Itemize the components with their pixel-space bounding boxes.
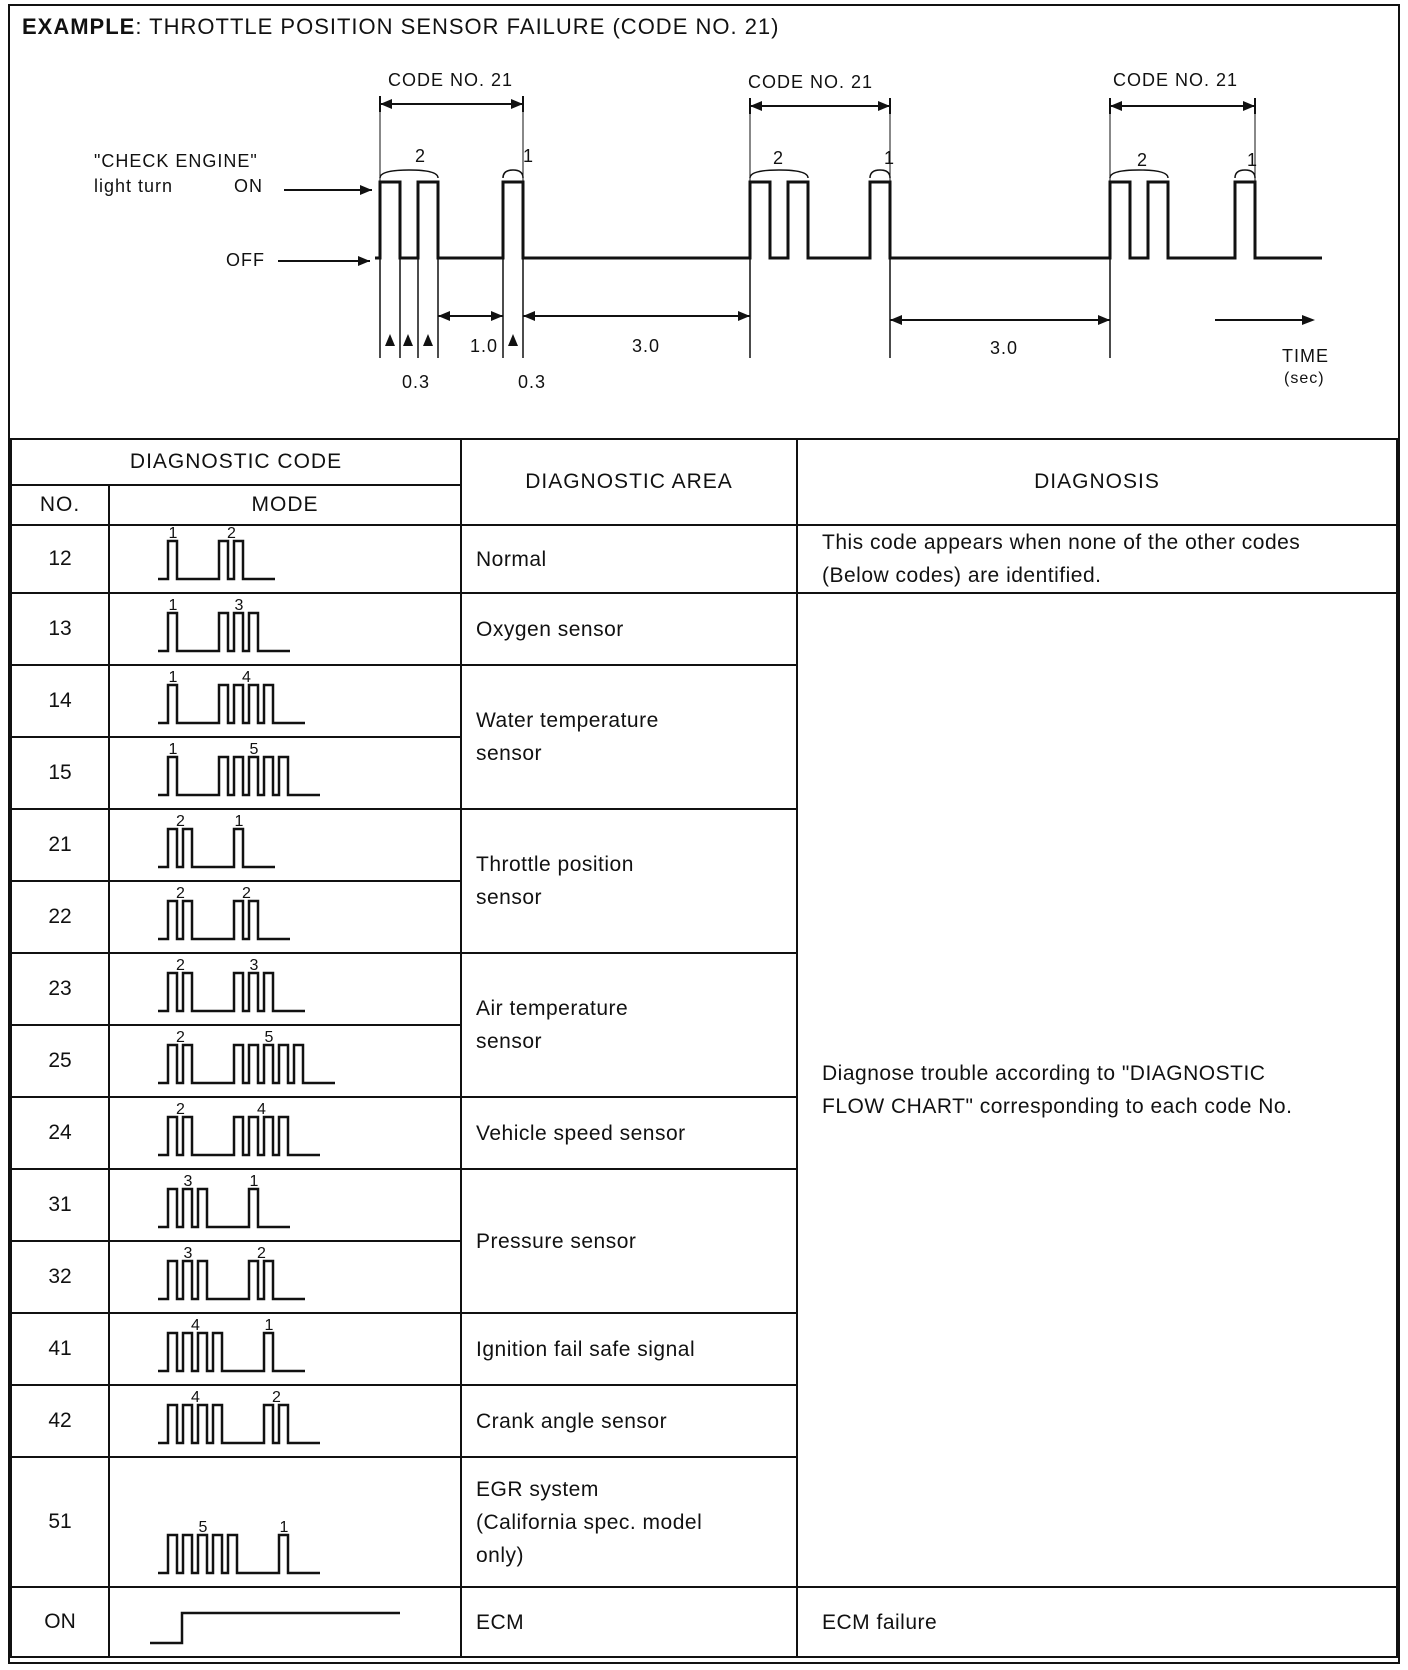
blink-pattern bbox=[109, 1169, 461, 1241]
units-count-label: 5 bbox=[264, 1029, 274, 1046]
pulse-count-units-1: 1 bbox=[523, 146, 535, 166]
blink-waveform bbox=[158, 757, 320, 795]
blink-waveform bbox=[158, 829, 275, 867]
blink-pattern bbox=[109, 1587, 461, 1657]
blink-waveform bbox=[158, 1535, 320, 1573]
blink-waveform bbox=[158, 1405, 320, 1443]
blink-waveform bbox=[158, 613, 290, 651]
code-no: 14 bbox=[11, 665, 109, 737]
blink-waveform bbox=[158, 1189, 290, 1227]
time-arrowhead bbox=[1302, 315, 1315, 325]
blink-pattern-svg bbox=[110, 595, 460, 663]
units-count-label: 3 bbox=[234, 597, 244, 614]
units-count-label: 2 bbox=[257, 1245, 266, 1262]
code-gap-arrowhead bbox=[1098, 315, 1110, 325]
pulse-width-label-1: 0.3 bbox=[402, 372, 431, 392]
diagnostic-code-sheet bbox=[8, 4, 1400, 1664]
pulse-count-tens-1: 2 bbox=[415, 146, 427, 166]
light-turn-label: light turn bbox=[94, 176, 174, 196]
diagnosis: Diagnose trouble according to "DIAGNOSTIC FLOW CHART" corresponding to each code No. bbox=[797, 593, 1397, 1587]
diagnosis: This code appears when none of the other codes (Below codes) are identified. bbox=[797, 525, 1397, 593]
blink-waveform bbox=[158, 1261, 305, 1299]
units-count-label: 4 bbox=[242, 669, 251, 686]
code-no: 42 bbox=[11, 1385, 109, 1457]
blink-pattern-svg bbox=[110, 1387, 460, 1455]
blink-pattern-svg bbox=[110, 1243, 460, 1311]
units-count-label: 2 bbox=[272, 1389, 281, 1406]
pulse-count-tens-2: 2 bbox=[773, 148, 785, 168]
tens-count-label: 2 bbox=[176, 957, 185, 974]
tens-count-label: 2 bbox=[176, 813, 185, 830]
table-row bbox=[11, 525, 1397, 593]
blink-pattern-svg bbox=[110, 1459, 460, 1585]
digit-gap-arrowhead bbox=[438, 311, 450, 321]
blink-waveform bbox=[158, 685, 305, 723]
diagnostic-area: Ignition fail safe signal bbox=[461, 1313, 797, 1385]
blink-pattern-svg bbox=[110, 527, 460, 591]
code-no: 22 bbox=[11, 881, 109, 953]
blink-pattern bbox=[109, 809, 461, 881]
time-unit-label: (sec) bbox=[1284, 370, 1325, 387]
blink-pattern-svg bbox=[110, 1027, 460, 1095]
units-count-label: 3 bbox=[249, 957, 259, 974]
blink-pattern bbox=[109, 665, 461, 737]
diagnostic-area: Crank angle sensor bbox=[461, 1385, 797, 1457]
blink-pattern bbox=[109, 1097, 461, 1169]
code-no: ON bbox=[11, 1587, 109, 1657]
units-brace bbox=[503, 170, 523, 178]
tens-brace bbox=[750, 170, 808, 178]
units-count-label: 1 bbox=[264, 1317, 274, 1334]
code-span-arrowhead bbox=[380, 99, 392, 109]
code-gap-arrowhead bbox=[738, 311, 750, 321]
code-span-arrowhead bbox=[511, 99, 523, 109]
diagnostic-area: Throttle position sensor bbox=[461, 809, 797, 953]
table-row bbox=[11, 1587, 1397, 1657]
blink-waveform bbox=[158, 973, 305, 1011]
blink-pattern bbox=[109, 525, 461, 593]
diagnostic-area: Pressure sensor bbox=[461, 1169, 797, 1313]
example-section bbox=[10, 6, 1398, 438]
diagnostic-area: Air temperature sensor bbox=[461, 953, 797, 1097]
tens-brace bbox=[380, 170, 438, 178]
code-gap-label-2: 3.0 bbox=[990, 338, 1019, 358]
units-count-label: 2 bbox=[242, 885, 251, 902]
no-header: NO. bbox=[11, 485, 109, 525]
blink-pattern bbox=[109, 1313, 461, 1385]
example-waveform bbox=[375, 182, 1322, 258]
units-count-label: 1 bbox=[234, 813, 244, 830]
pulse-count-tens-3: 2 bbox=[1137, 150, 1149, 170]
digit-gap-label: 1.0 bbox=[470, 336, 499, 356]
pulse-width-label-2: 0.3 bbox=[518, 372, 547, 392]
blink-pattern-svg bbox=[110, 667, 460, 735]
blink-pattern-svg bbox=[110, 1171, 460, 1239]
units-brace bbox=[870, 170, 890, 178]
code-no: 41 bbox=[11, 1313, 109, 1385]
tens-count-label: 2 bbox=[176, 1101, 185, 1118]
units-count-label: 2 bbox=[227, 527, 236, 542]
diagnostic-area: Vehicle speed sensor bbox=[461, 1097, 797, 1169]
tens-count-label: 4 bbox=[191, 1317, 200, 1334]
code-label-2: CODE NO. 21 bbox=[748, 72, 874, 92]
tens-count-label: 2 bbox=[176, 1029, 185, 1046]
diagnostic-code-table bbox=[10, 438, 1398, 1658]
pulse-count-units-3: 1 bbox=[1247, 150, 1259, 170]
tens-count-label: 5 bbox=[198, 1519, 208, 1536]
blink-pattern bbox=[109, 1385, 461, 1457]
pulse-width-arrow bbox=[403, 334, 413, 346]
off-arrowhead bbox=[358, 256, 370, 266]
code-no: 31 bbox=[11, 1169, 109, 1241]
tens-count-label: 4 bbox=[191, 1389, 200, 1406]
code-span-arrowhead bbox=[1110, 101, 1122, 111]
code-no: 32 bbox=[11, 1241, 109, 1313]
time-label: TIME bbox=[1282, 346, 1329, 366]
on-label: ON bbox=[234, 176, 263, 196]
on-arrowhead bbox=[360, 185, 372, 195]
code-no: 21 bbox=[11, 809, 109, 881]
tens-count-label: 2 bbox=[176, 885, 185, 902]
tens-count-label: 1 bbox=[168, 597, 178, 614]
units-count-label: 5 bbox=[249, 741, 259, 758]
blink-pattern-svg bbox=[110, 1099, 460, 1167]
diagnosis: ECM failure bbox=[797, 1587, 1397, 1657]
code-span-arrowhead bbox=[878, 101, 890, 111]
code-no: 24 bbox=[11, 1097, 109, 1169]
code-no: 13 bbox=[11, 593, 109, 665]
mode-header: MODE bbox=[109, 485, 461, 525]
code-gap-arrowhead bbox=[890, 315, 902, 325]
tens-count-label: 3 bbox=[183, 1173, 193, 1190]
blink-pattern-svg bbox=[110, 811, 460, 879]
code-label-1: CODE NO. 21 bbox=[388, 70, 514, 90]
blink-pattern bbox=[109, 953, 461, 1025]
diagnostic-area: ECM bbox=[461, 1587, 797, 1657]
blink-pattern bbox=[109, 1457, 461, 1587]
diagnostic-area: Oxygen sensor bbox=[461, 593, 797, 665]
blink-pattern bbox=[109, 1025, 461, 1097]
pulse-count-units-2: 1 bbox=[884, 148, 896, 168]
code-gap-label-1: 3.0 bbox=[632, 336, 661, 356]
diagnostic-code-header: DIAGNOSTIC CODE bbox=[11, 439, 461, 485]
tens-count-label: 1 bbox=[168, 669, 178, 686]
blink-waveform bbox=[158, 1333, 305, 1371]
code-no: 12 bbox=[11, 525, 109, 593]
blink-waveform bbox=[150, 1613, 400, 1643]
blink-pattern bbox=[109, 737, 461, 809]
blink-waveform bbox=[158, 1117, 320, 1155]
diagnostic-area: Normal bbox=[461, 525, 797, 593]
code-no: 51 bbox=[11, 1457, 109, 1587]
blink-pattern-svg bbox=[110, 883, 460, 951]
pulse-width-arrow bbox=[423, 334, 433, 346]
blink-pattern-svg bbox=[110, 739, 460, 807]
blink-pattern-svg bbox=[110, 1589, 460, 1655]
diagnosis-header: DIAGNOSIS bbox=[797, 439, 1397, 525]
diagnostic-area-header: DIAGNOSTIC AREA bbox=[461, 439, 797, 525]
code-span-arrowhead bbox=[750, 101, 762, 111]
diagnostic-area: EGR system (California spec. model only) bbox=[461, 1457, 797, 1587]
pulse-width-arrow bbox=[385, 334, 395, 346]
off-label: OFF bbox=[226, 250, 265, 270]
blink-pattern bbox=[109, 881, 461, 953]
tens-brace bbox=[1110, 170, 1168, 178]
blink-pattern-svg bbox=[110, 955, 460, 1023]
digit-gap-arrowhead bbox=[491, 311, 503, 321]
tens-count-label: 3 bbox=[183, 1245, 193, 1262]
code-no: 23 bbox=[11, 953, 109, 1025]
pulse-width-arrow bbox=[508, 334, 518, 346]
code-gap-arrowhead bbox=[523, 311, 535, 321]
blink-waveform bbox=[158, 1045, 335, 1083]
table-row bbox=[11, 593, 1397, 665]
example-title: EXAMPLE: THROTTLE POSITION SENSOR FAILURE (CODE NO. 21) bbox=[22, 14, 780, 39]
check-engine-label: "CHECK ENGINE" bbox=[94, 151, 258, 171]
blink-pattern bbox=[109, 1241, 461, 1313]
code-no: 25 bbox=[11, 1025, 109, 1097]
units-brace bbox=[1235, 170, 1255, 178]
units-count-label: 1 bbox=[249, 1173, 259, 1190]
blink-waveform bbox=[158, 901, 290, 939]
code-span-arrowhead bbox=[1243, 101, 1255, 111]
code-no: 15 bbox=[11, 737, 109, 809]
units-count-label: 4 bbox=[257, 1101, 266, 1118]
units-count-label: 1 bbox=[279, 1519, 289, 1536]
code-label-3: CODE NO. 21 bbox=[1113, 70, 1239, 90]
blink-pattern-svg bbox=[110, 1315, 460, 1383]
blink-pattern bbox=[109, 593, 461, 665]
tens-count-label: 1 bbox=[168, 527, 178, 542]
diagnostic-area: Water temperature sensor bbox=[461, 665, 797, 809]
tens-count-label: 1 bbox=[168, 741, 178, 758]
blink-waveform bbox=[158, 541, 275, 579]
